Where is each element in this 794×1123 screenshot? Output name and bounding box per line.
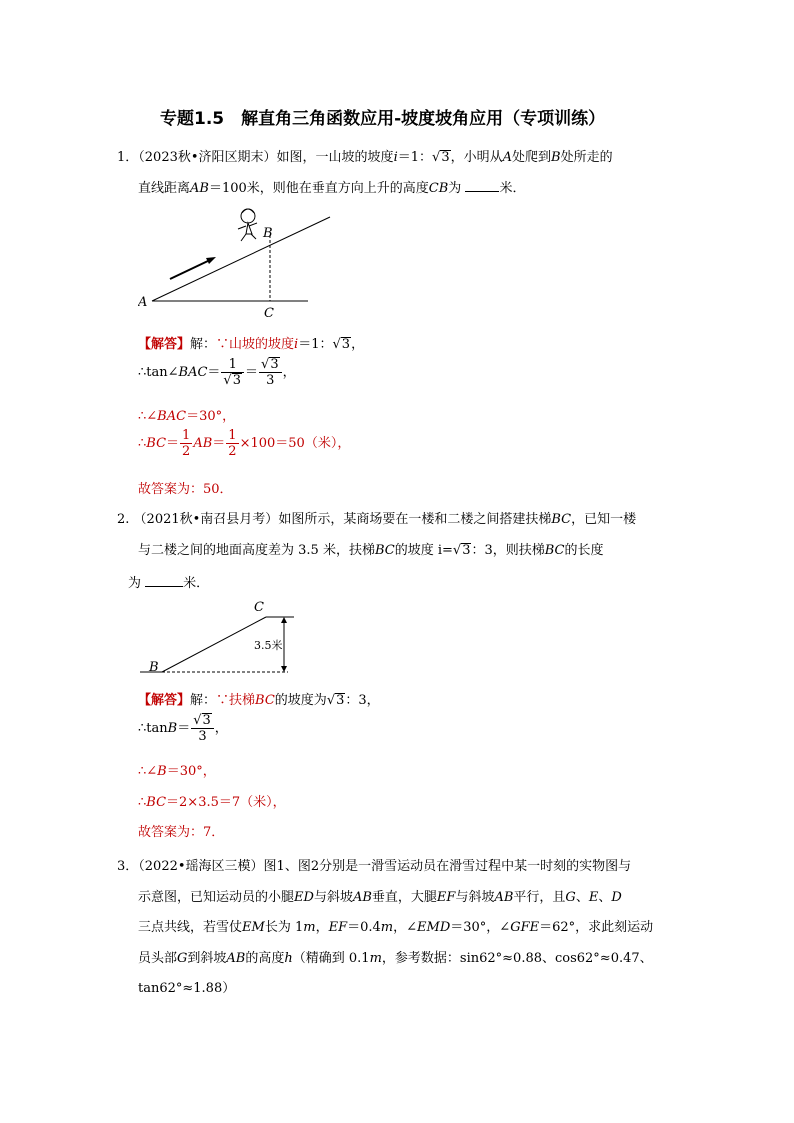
answer-text: ∴ (138, 436, 147, 451)
answer-text: ∴∠ (138, 764, 158, 779)
q2-escalator-line (162, 617, 266, 672)
q1-text: 直线距离 (138, 181, 191, 196)
answer-var-i: i (294, 337, 299, 352)
sqrt-icon: √ (326, 693, 336, 708)
frac-sqrt: 3 (202, 713, 211, 728)
q3-var: G (565, 890, 576, 905)
answer-jie: 解： (190, 337, 217, 352)
q2-answer-blank[interactable] (145, 574, 183, 587)
frac-den: 2 (228, 444, 237, 459)
q1-final-answer: 故答案为：50． (138, 482, 233, 497)
q2-text: ：3，则扶梯 (471, 543, 545, 558)
frac-num: 1 (228, 428, 237, 443)
q2-line3 (128, 572, 209, 591)
q2-height-label: 3.5米 (254, 639, 283, 652)
q1-number: 1． (117, 150, 139, 165)
q1-figure (138, 203, 338, 321)
q2-var-bc: BC (544, 543, 565, 558)
q2-answer-line4 (138, 791, 286, 810)
q2-number: 2. (117, 512, 130, 527)
answer-text: ＝ (245, 365, 259, 380)
answer-var-ab: AB (193, 436, 213, 451)
q3-text: ，∠ (393, 920, 418, 935)
answer-text: ＝ (207, 365, 221, 380)
q3-text: （精确到 0.1 (292, 951, 370, 966)
sqrt-icon: √ (332, 337, 341, 352)
answer-jie: 解： (190, 693, 217, 708)
q1-text: ＝100米，则他在垂直方向上升的高度 (208, 181, 429, 196)
frac-den: 3 (198, 729, 207, 744)
climber-icon (238, 209, 257, 241)
answer-text: ＝ (212, 436, 226, 451)
q1-answer-line3 (138, 405, 235, 424)
q3-var: EM (242, 920, 265, 935)
answer-var-b: B (157, 764, 167, 779)
answer-text: 的坡度为 (274, 693, 327, 708)
q2-text: 的坡度 i= (394, 543, 453, 558)
q2-sqrt3: 3 (462, 543, 471, 558)
page-title: 专题1.5 解直角三角函数应用-坡度坡角应用（专项训练） (160, 109, 606, 129)
q3-text: 的高度 (245, 951, 285, 966)
q3-text: 垂直，大腿 (371, 890, 437, 905)
q1-answer-line1: 【解答】解：∵山坡的坡度i＝1：√3， (138, 337, 365, 352)
q2-var-bc: BC (374, 543, 395, 558)
answer-var-bc: BC (255, 693, 275, 708)
answer-text: ×100＝50（米）， (239, 436, 351, 451)
q3-text: 示意图，已知运动员的小腿 (138, 890, 295, 905)
answer-text: ＝30°， (186, 409, 236, 424)
frac-num (191, 713, 214, 729)
answer-text: ， (214, 721, 228, 736)
q2-var-bc: BC (551, 512, 572, 527)
frac-den: 2 (182, 444, 191, 459)
q2-text: 为 (128, 576, 142, 591)
q1-label-c: C (264, 306, 274, 321)
answer-text: ＝30°， (166, 764, 216, 779)
q2-label-b: B (149, 660, 159, 675)
q3-var: AB (352, 890, 372, 905)
q1-text: 为 (448, 181, 462, 196)
q2-text: 米． (183, 576, 210, 591)
q1-answer-line4 (138, 428, 350, 459)
q1-text: ＝1： (397, 150, 433, 165)
q1-text: 处爬到 (512, 150, 552, 165)
fraction-one-half (226, 428, 238, 459)
q1-answer-blank[interactable] (465, 179, 499, 192)
q1-label-b: B (263, 226, 273, 241)
q2-text: ，已知一楼 (571, 512, 637, 527)
answer-tag: 【解答】 (138, 337, 191, 352)
q3-text: 与斜坡 (313, 890, 353, 905)
answer-var-bc: BC (146, 436, 167, 451)
q3-line3 (138, 916, 653, 935)
frac-sqrt: 3 (270, 357, 279, 372)
answer-var-bc: BC (146, 795, 167, 810)
q3-var: GFE (510, 920, 540, 935)
q3-source: （2022•瑶海区三模） (138, 859, 264, 874)
answer-text: ：3， (345, 693, 380, 708)
frac-num (259, 357, 282, 373)
q1-source: （2023秋•济阳区期末） (138, 150, 277, 165)
q3-var: EF (436, 890, 456, 905)
q3-line4 (138, 947, 653, 966)
arrow-up-icon (281, 617, 287, 623)
q1-var-ab: AB (190, 181, 209, 196)
answer-tag: 【解答】 (138, 693, 191, 708)
answer-text: ∴tan (138, 721, 168, 736)
q2-line2 (138, 539, 604, 558)
q1-answer-line2 (138, 357, 296, 388)
q2-text: 如图所示，某商场要在一楼和二楼之间搭建扶梯 (278, 512, 552, 527)
q3-var: EF (328, 920, 348, 935)
answer-text: ∴∠ (138, 409, 158, 424)
q3-text: ＝62°，求此刻运动 (539, 920, 654, 935)
q2-line1 (117, 508, 636, 527)
q3-text: ，参考数据：sin62°≈0.88、cos62°≈0.47、 (381, 951, 653, 966)
q2-final-answer: 故答案为：7． (138, 825, 225, 840)
answer-sqrt3: 3 (336, 693, 345, 708)
q2-answer-line1 (138, 689, 380, 708)
fraction-one-half (180, 428, 192, 459)
q3-text: 平行，且 (513, 890, 566, 905)
q2-text: 与二楼之间的地面高度差为 3.5 米，扶梯 (138, 543, 375, 558)
answer-sqrt3: 3 (341, 337, 351, 352)
q3-text: ， (315, 920, 329, 935)
q3-text: 与斜坡 (455, 890, 495, 905)
answer-text: ∴ (138, 795, 147, 810)
answer-var-bac: BAC (157, 409, 187, 424)
q3-text: 到斜坡 (187, 951, 227, 966)
q3-var: m (380, 920, 394, 935)
sqrt-icon: √ (223, 373, 232, 388)
q3-var: EMD (417, 920, 451, 935)
frac-sqrt: 3 (232, 373, 241, 388)
q3-line1 (117, 855, 631, 874)
sqrt-icon: √ (261, 357, 270, 372)
answer-text: ∴tan∠ (138, 365, 179, 380)
answer-var-b: B (167, 721, 178, 736)
q2-label-c: C (254, 600, 264, 615)
frac-den (221, 373, 244, 388)
q1-slope-line (152, 217, 330, 301)
q2-figure (138, 596, 298, 676)
fraction-sqrt3-over-3 (259, 357, 282, 388)
answer-text: ， (282, 365, 296, 380)
answer-text: ∵扶梯 (216, 693, 256, 708)
q2-source: （2021秋•南召县月考） (133, 512, 279, 527)
q3-var: m (303, 920, 316, 935)
q3-text: 、 (575, 890, 589, 905)
q3-text: ＝30°，∠ (450, 920, 511, 935)
q1-text: 米． (499, 181, 526, 196)
q2-answer-line3 (138, 760, 216, 779)
frac-den: 3 (266, 373, 275, 388)
q3-var: G (177, 951, 188, 966)
q1-line1 (117, 146, 613, 165)
q3-line2 (138, 886, 622, 905)
q3-var: D (611, 890, 622, 905)
sqrt-icon: √ (193, 713, 202, 728)
answer-var-bac: BAC (178, 365, 208, 380)
sqrt-icon: √ (432, 150, 441, 165)
q3-var: AB (494, 890, 514, 905)
q3-var: ED (294, 890, 314, 905)
frac-num: 1 (221, 357, 244, 373)
q3-text: 员头部 (138, 951, 178, 966)
q3-text: 三点共线，若雪仗 (138, 920, 243, 935)
answer-text: ＝ (177, 721, 191, 736)
q1-text: 如图，一山坡的坡度 (276, 150, 394, 165)
q3-number: 3． (117, 859, 139, 874)
q2-answer-line2 (138, 713, 228, 744)
fraction-sqrt3-over-3 (191, 713, 214, 744)
answer-text: ∵山坡的坡度 (216, 337, 295, 352)
q1-text: 处所走的 (560, 150, 613, 165)
q1-var-a: A (502, 150, 512, 165)
q3-var: m (369, 951, 382, 966)
q3-text: ＝0.4 (347, 920, 381, 935)
answer-text: ＝2×3.5＝7（米）， (166, 795, 286, 810)
q1-var-i: i (393, 150, 398, 165)
arrow-head-icon (206, 257, 216, 264)
arrow-down-icon (281, 666, 287, 672)
q1-sqrt3: 3 (441, 150, 450, 165)
q3-var: h (284, 951, 293, 966)
q2-text: 的长度 (564, 543, 604, 558)
fraction-one-over-sqrt3 (221, 357, 244, 388)
answer-text: ＝ (166, 436, 180, 451)
q1-var-cb: CB (428, 181, 449, 196)
q1-text: ，小明从 (450, 150, 503, 165)
frac-num: 1 (182, 428, 191, 443)
q1-line2 (138, 177, 525, 196)
q3-var: E (588, 890, 599, 905)
q3-line5: tan62°≈1.88） (138, 981, 236, 996)
q3-text: 、 (598, 890, 612, 905)
q3-text: 图1、图2分别是一滑雪运动员在滑雪过程中某一时刻的实物图与 (263, 859, 632, 874)
q3-text: 长为 1 (264, 920, 304, 935)
q1-label-a: A (138, 295, 148, 310)
answer-text: ＝1： (298, 337, 333, 352)
q3-var: AB (226, 951, 246, 966)
q1-var-b: B (551, 150, 561, 165)
sqrt-icon: √ (452, 543, 462, 558)
